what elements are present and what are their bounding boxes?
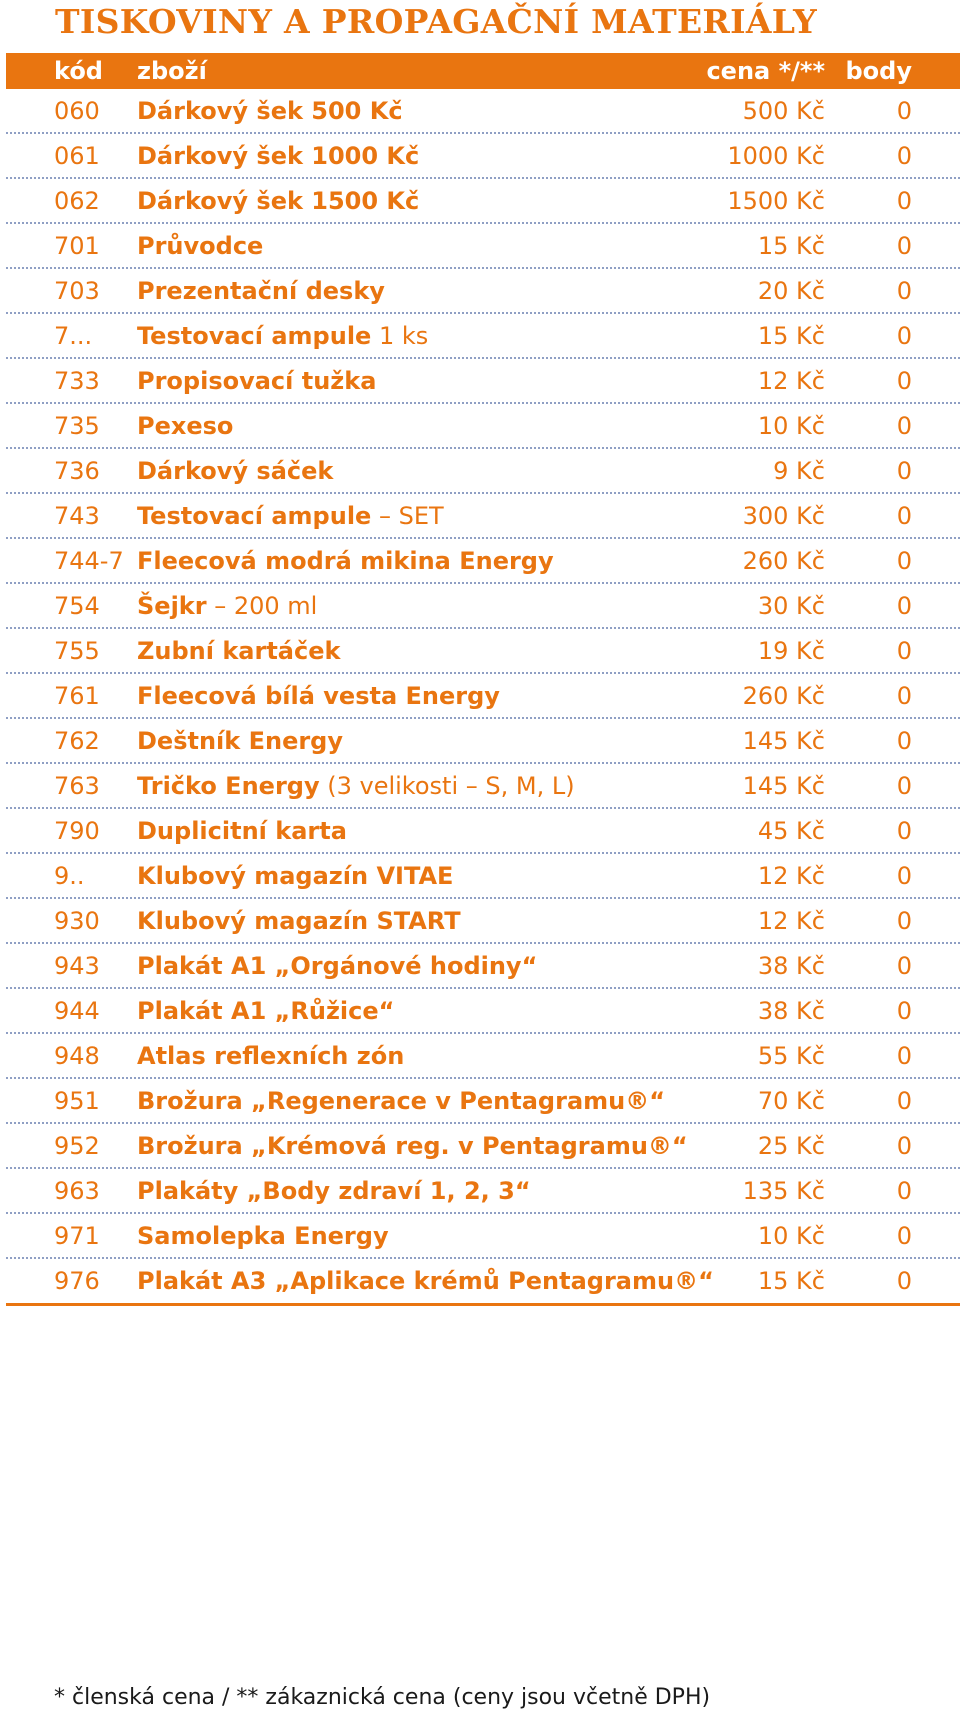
item-code: 743 [54, 502, 100, 530]
item-price: 38 Kč [757, 997, 825, 1025]
item-name: Dárkový šek 1000 Kč [137, 142, 420, 170]
item-price: 260 Kč [742, 547, 825, 575]
item-price: 30 Kč [757, 592, 825, 620]
item-detail: – SET [371, 502, 444, 530]
item-name: Plakáty „Body zdraví 1, 2, 3“ [137, 1177, 531, 1205]
table-row [6, 269, 960, 314]
table-row [6, 764, 960, 809]
table-row [6, 134, 960, 179]
item-code: 061 [54, 142, 100, 170]
item-code: 754 [54, 592, 100, 620]
item-name: Zubní kartáček [137, 637, 341, 665]
item-points: 0 [896, 1177, 912, 1205]
item-code: 9.. [54, 862, 85, 890]
item-price: 25 Kč [757, 1132, 825, 1160]
item-points: 0 [896, 1132, 912, 1160]
item-detail: (3 velikosti – S, M, L) [319, 772, 575, 800]
item-points: 0 [896, 997, 912, 1025]
item-name: Klubový magazín START [137, 907, 461, 935]
item-price: 135 Kč [742, 1177, 825, 1205]
item-price: 15 Kč [757, 232, 825, 260]
item-price: 145 Kč [742, 727, 825, 755]
row-divider [6, 1303, 960, 1306]
item-code: 930 [54, 907, 100, 935]
table-header [6, 53, 960, 89]
item-price: 145 Kč [742, 772, 825, 800]
item-points: 0 [896, 907, 912, 935]
table-row [6, 1259, 960, 1304]
item-points: 0 [896, 862, 912, 890]
item-price: 19 Kč [757, 637, 825, 665]
table-row [6, 1034, 960, 1079]
item-price: 1000 Kč [727, 142, 825, 170]
item-code: 735 [54, 412, 100, 440]
item-name: Průvodce [137, 232, 264, 260]
item-name: Prezentační desky [137, 277, 385, 305]
table-row [6, 539, 960, 584]
item-points: 0 [896, 457, 912, 485]
item-code: 701 [54, 232, 100, 260]
item-price: 55 Kč [757, 1042, 825, 1070]
header-code: kód [54, 57, 103, 85]
item-points: 0 [896, 682, 912, 710]
item-price: 38 Kč [757, 952, 825, 980]
table-row [6, 584, 960, 629]
item-price: 20 Kč [757, 277, 825, 305]
item-price: 70 Kč [757, 1087, 825, 1115]
item-price: 10 Kč [757, 412, 825, 440]
table-row [6, 1169, 960, 1214]
table-row [6, 809, 960, 854]
item-code: 790 [54, 817, 100, 845]
item-code: 762 [54, 727, 100, 755]
item-code: 736 [54, 457, 100, 485]
item-code: 733 [54, 367, 100, 395]
item-name: Duplicitní karta [137, 817, 347, 845]
item-name: Deštník Energy [137, 727, 344, 755]
table-row [6, 854, 960, 899]
item-name: Samolepka Energy [137, 1222, 389, 1250]
item-points: 0 [896, 1267, 912, 1295]
item-name: Brožura „Krémová reg. v Pentagramu®“ [137, 1132, 688, 1160]
item-code: 963 [54, 1177, 100, 1205]
price-table [6, 53, 960, 1304]
table-row [6, 449, 960, 494]
item-code: 062 [54, 187, 100, 215]
item-price: 15 Kč [757, 1267, 825, 1295]
item-name: Dárkový šek 1500 Kč [137, 187, 420, 215]
item-points: 0 [896, 187, 912, 215]
table-row [6, 404, 960, 449]
item-name: Propisovací tužka [137, 367, 377, 395]
item-price: 10 Kč [757, 1222, 825, 1250]
item-name: Klubový magazín VITAE [137, 862, 454, 890]
item-points: 0 [896, 277, 912, 305]
item-points: 0 [896, 1087, 912, 1115]
item-price: 9 Kč [773, 457, 825, 485]
item-price: 12 Kč [757, 367, 825, 395]
table-row [6, 314, 960, 359]
item-points: 0 [896, 637, 912, 665]
item-code: 703 [54, 277, 100, 305]
item-points: 0 [896, 592, 912, 620]
item-price: 15 Kč [757, 322, 825, 350]
item-points: 0 [896, 1042, 912, 1070]
item-points: 0 [896, 817, 912, 845]
item-name: Fleecová modrá mikina Energy [137, 547, 554, 575]
item-points: 0 [896, 727, 912, 755]
footnote: * členská cena / ** zákaznická cena (ceny jsou včetně DPH) [54, 1685, 711, 1710]
table-row [6, 1079, 960, 1124]
item-name: Dárkový šek 500 Kč [137, 97, 403, 125]
item-price: 12 Kč [757, 862, 825, 890]
item-code: 060 [54, 97, 100, 125]
item-code: 763 [54, 772, 100, 800]
header-item: zboží [137, 57, 207, 85]
item-name: Testovací ampule – SET [137, 502, 444, 530]
item-code: 951 [54, 1087, 100, 1115]
item-detail: – 200 ml [206, 592, 318, 620]
item-name: Plakát A1 „Růžice“ [137, 997, 395, 1025]
item-code: 744-7 [54, 547, 124, 575]
table-row [6, 179, 960, 224]
item-name: Fleecová bílá vesta Energy [137, 682, 500, 710]
table-body [6, 89, 960, 1304]
item-name: Dárkový sáček [137, 457, 334, 485]
table-row [6, 359, 960, 404]
item-price: 300 Kč [742, 502, 825, 530]
item-name: Atlas reflexních zón [137, 1042, 405, 1070]
item-code: 948 [54, 1042, 100, 1070]
item-points: 0 [896, 547, 912, 575]
item-code: 755 [54, 637, 100, 665]
item-code: 944 [54, 997, 100, 1025]
item-name: Plakát A1 „Orgánové hodiny“ [137, 952, 538, 980]
item-price: 45 Kč [757, 817, 825, 845]
item-price: 500 Kč [742, 97, 825, 125]
item-points: 0 [896, 322, 912, 350]
item-points: 0 [896, 952, 912, 980]
item-code: 7... [54, 322, 93, 350]
item-price: 1500 Kč [727, 187, 825, 215]
item-code: 761 [54, 682, 100, 710]
item-points: 0 [896, 412, 912, 440]
item-name: Šejkr – 200 ml [137, 592, 318, 620]
item-name: Testovací ampule 1 ks [137, 322, 429, 350]
item-code: 976 [54, 1267, 100, 1295]
table-row [6, 494, 960, 539]
item-code: 971 [54, 1222, 100, 1250]
table-row [6, 1214, 960, 1259]
table-row [6, 719, 960, 764]
item-name: Plakát A3 „Aplikace krémů Pentagramu®“ [137, 1267, 714, 1295]
table-row [6, 629, 960, 674]
item-code: 952 [54, 1132, 100, 1160]
table-row [6, 224, 960, 269]
item-points: 0 [896, 232, 912, 260]
item-name: Brožura „Regenerace v Pentagramu®“ [137, 1087, 665, 1115]
item-points: 0 [896, 142, 912, 170]
item-points: 0 [896, 1222, 912, 1250]
table-row [6, 899, 960, 944]
table-row [6, 89, 960, 134]
item-points: 0 [896, 502, 912, 530]
item-name: Tričko Energy (3 velikosti – S, M, L) [137, 772, 575, 800]
table-row [6, 1124, 960, 1169]
item-points: 0 [896, 772, 912, 800]
table-row [6, 989, 960, 1034]
header-points: body [845, 57, 912, 85]
item-name: Pexeso [137, 412, 234, 440]
header-price: cena */** [706, 57, 825, 85]
item-price: 260 Kč [742, 682, 825, 710]
item-detail: 1 ks [371, 322, 429, 350]
page-title: TISKOVINY A PROPAGAČNÍ MATERIÁLY [55, 2, 818, 41]
item-code: 943 [54, 952, 100, 980]
table-row [6, 674, 960, 719]
item-price: 12 Kč [757, 907, 825, 935]
table-row [6, 944, 960, 989]
item-points: 0 [896, 367, 912, 395]
item-points: 0 [896, 97, 912, 125]
